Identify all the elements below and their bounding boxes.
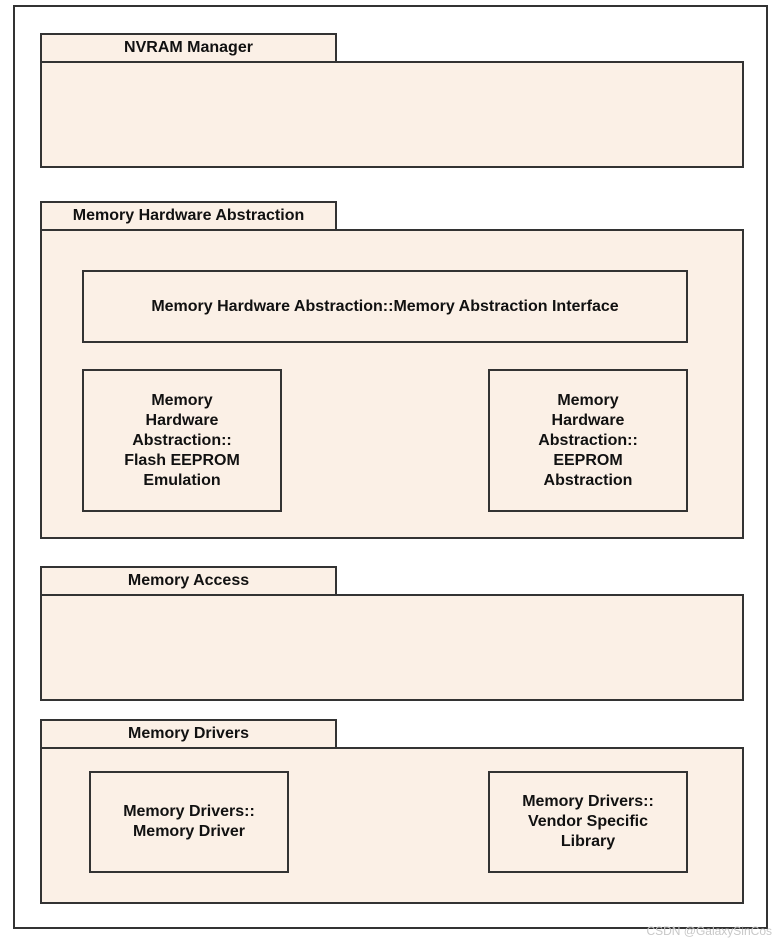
flash-eeprom-emulation-box: Memory Hardware Abstraction:: Flash EEPROM Emulation xyxy=(82,369,282,512)
eeprom-abstraction-box: Memory Hardware Abstraction:: EEPROM Abstraction xyxy=(488,369,688,512)
memory-drivers-tab: Memory Drivers xyxy=(40,719,337,749)
memory-abstraction-interface-box: Memory Hardware Abstraction::Memory Abstraction Interface xyxy=(82,270,688,343)
nvram-manager-package xyxy=(40,61,744,168)
memory-access-package xyxy=(40,594,744,701)
memory-driver-box: Memory Drivers:: Memory Driver xyxy=(89,771,289,873)
memory-access-tab: Memory Access xyxy=(40,566,337,596)
nvram-manager-tab: NVRAM Manager xyxy=(40,33,337,63)
vendor-specific-library-box: Memory Drivers:: Vendor Specific Library xyxy=(488,771,688,873)
watermark: CSDN @GalaxySinCos xyxy=(646,924,772,938)
memory-hardware-abstraction-tab: Memory Hardware Abstraction xyxy=(40,201,337,231)
